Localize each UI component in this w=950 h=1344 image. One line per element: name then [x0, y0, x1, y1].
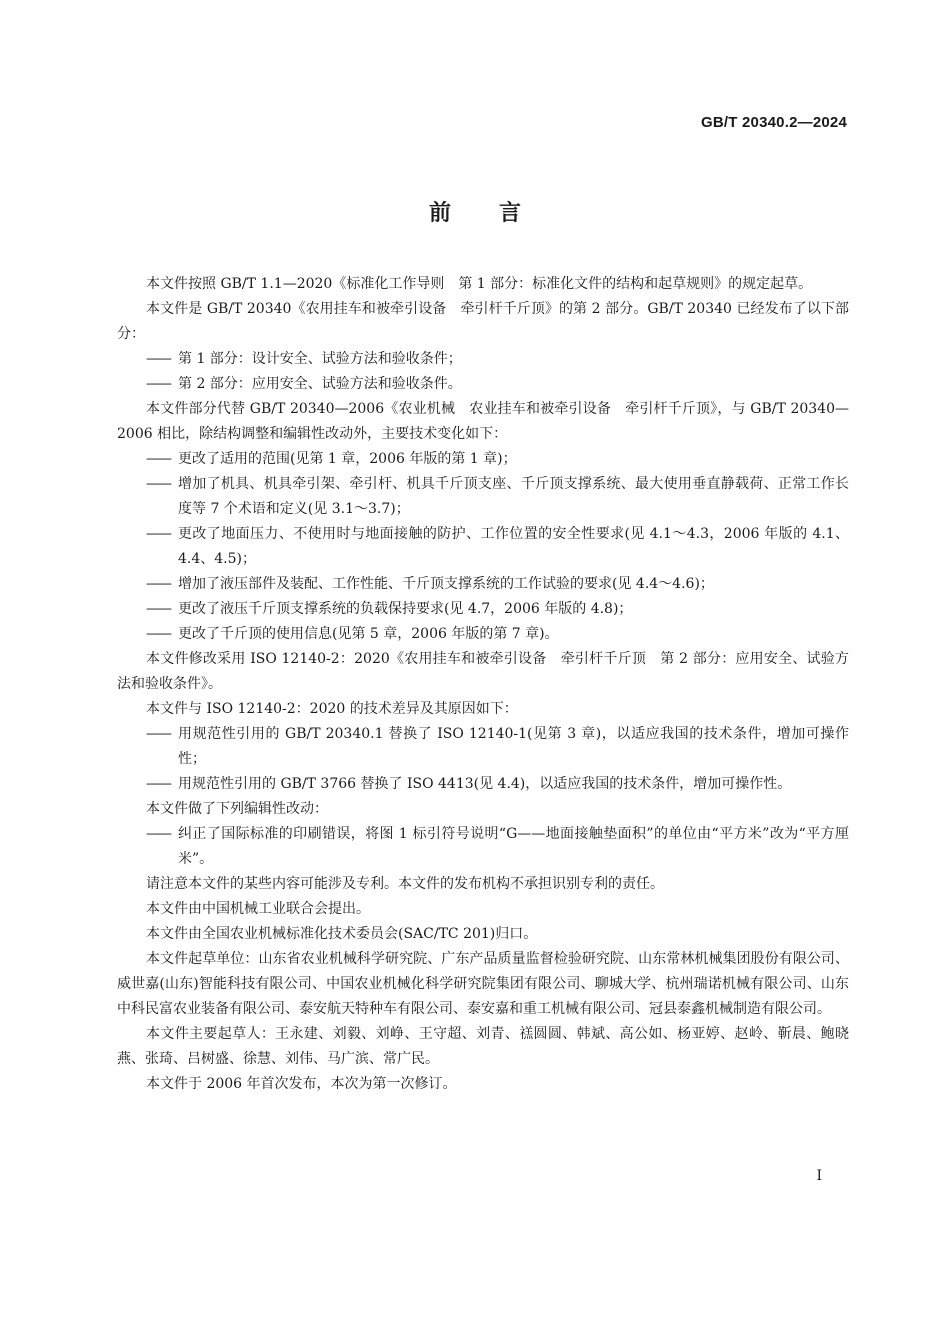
- list-dash: ——: [146, 626, 170, 642]
- paragraph: 本文件起草单位：山东省农业机械科学研究院、广东产品质量监督检验研究院、山东常林机械集团股份有限公司、威世嘉(山东)智能科技有限公司、中国农业机械化科学研究院集团有限公司、聊城大学、杭州瑞诺机械有限公司、山东中科民富农业装备有限公司、泰安航天特种车有限公司、泰安嘉和重工机械有限公司、冠县泰鑫机械制造有限公司。: [117, 951, 849, 1017]
- list-dash: ——: [146, 476, 170, 492]
- list-item-text: 增加了液压部件及装配、工作性能、千斤顶支撑系统的工作试验的要求(见 4.4～4.6)；: [178, 576, 714, 592]
- foreword-body: [117, 272, 849, 1097]
- paragraph: 本文件部分代替 GB/T 20340—2006《农业机械 农业挂车和被牵引设备 牵引杆千斤顶》，与 GB/T 20340—2006 相比，除结构调整和编辑性改动外，主要技术变化如下：: [117, 401, 849, 442]
- list-item: [117, 347, 849, 372]
- paragraph: 本文件于 2006 年首次发布，本次为第一次修订。: [146, 1076, 457, 1092]
- list-item-text: 更改了适用的范围(见第 1 章，2006 年版的第 1 章)；: [178, 451, 517, 467]
- list-dash: ——: [146, 726, 170, 742]
- list-item-text: 更改了液压千斤顶支撑系统的负载保持要求(见 4.7，2006 年版的 4.8)；: [178, 601, 633, 617]
- list-item-text: 增加了机具、机具牵引架、牵引杆、机具千斤顶支座、千斤顶支撑系统、最大使用垂直静载荷、正常工作长度等 7 个术语和定义(见 3.1～3.7)；: [178, 476, 849, 517]
- list-dash: ——: [146, 601, 170, 617]
- paragraph: 本文件修改采用 ISO 12140-2：2020《农用挂车和被牵引设备 牵引杆千斤顶 第 2 部分：应用安全、试验方法和验收条件》。: [117, 651, 849, 692]
- list-item: [117, 622, 849, 647]
- paragraph: 本文件由中国机械工业联合会提出。: [146, 901, 370, 917]
- list-dash: ——: [146, 451, 170, 467]
- paragraph: 本文件与 ISO 12140-2：2020 的技术差异及其原因如下：: [146, 701, 518, 717]
- list-item: [117, 722, 849, 772]
- list-item-text: 更改了地面压力、不使用时与地面接触的防护、工作位置的安全性要求(见 4.1～4.3，2006 年版的 4.1、4.4、4.5)；: [178, 526, 849, 567]
- paragraph: 本文件由全国农业机械标准化技术委员会(SAC/TC 201)归口。: [146, 926, 538, 942]
- paragraph: 本文件是 GB/T 20340《农用挂车和被牵引设备 牵引杆千斤顶》的第 2 部分。GB/T 20340 已经发布了以下部分：: [117, 301, 849, 342]
- paragraph: 请注意本文件的某些内容可能涉及专利。本文件的发布机构不承担识别专利的责任。: [146, 876, 664, 892]
- list-dash: ——: [146, 826, 170, 842]
- standard-code: GB/T 20340.2—2024: [701, 114, 847, 131]
- list-item: [117, 522, 849, 572]
- list-item: [117, 372, 849, 397]
- list-item-text: 第 2 部分：应用安全、试验方法和验收条件。: [178, 376, 462, 392]
- paragraph: 本文件按照 GB/T 1.1—2020《标准化工作导则 第 1 部分：标准化文件的结构和起草规则》的规定起草。: [146, 276, 813, 292]
- paragraph: 本文件主要起草人：王永建、刘毅、刘峥、王守超、刘青、禚圆圆、韩斌、高公如、杨亚婷、赵岭、靳晨、鲍晓燕、张琦、吕树盛、徐慧、刘伟、马广滨、常广民。: [117, 1026, 849, 1067]
- list-item: [117, 822, 849, 872]
- list-dash: ——: [146, 576, 170, 592]
- page-title: 前言: [428, 201, 569, 226]
- list-dash: ——: [146, 526, 170, 542]
- paragraph: 本文件做了下列编辑性改动：: [146, 801, 328, 817]
- list-item-text: 纠正了国际标准的印刷错误，将图 1 标引符号说明“G——地面接触垫面积”的单位由“平方米”改为“平方厘米”。: [178, 826, 849, 867]
- list-item-text: 第 1 部分：设计安全、试验方法和验收条件；: [178, 351, 462, 367]
- list-item: [117, 472, 849, 522]
- list-item-text: 用规范性引用的 GB/T 20340.1 替换了 ISO 12140-1(见第 3 章)，以适应我国的技术条件，增加可操作性；: [178, 726, 849, 767]
- list-item-text: 更改了千斤顶的使用信息(见第 5 章，2006 年版的第 7 章)。: [178, 626, 559, 642]
- list-dash: ——: [146, 351, 170, 367]
- page-number: I: [816, 1168, 822, 1184]
- list-item-text: 用规范性引用的 GB/T 3766 替换了 ISO 4413(见 4.4)，以适应我国的技术条件，增加可操作性。: [178, 776, 792, 792]
- list-item: [117, 447, 849, 472]
- list-item: [117, 772, 849, 797]
- list-dash: ——: [146, 776, 170, 792]
- list-item: [117, 572, 849, 597]
- list-item: [117, 597, 849, 622]
- list-dash: ——: [146, 376, 170, 392]
